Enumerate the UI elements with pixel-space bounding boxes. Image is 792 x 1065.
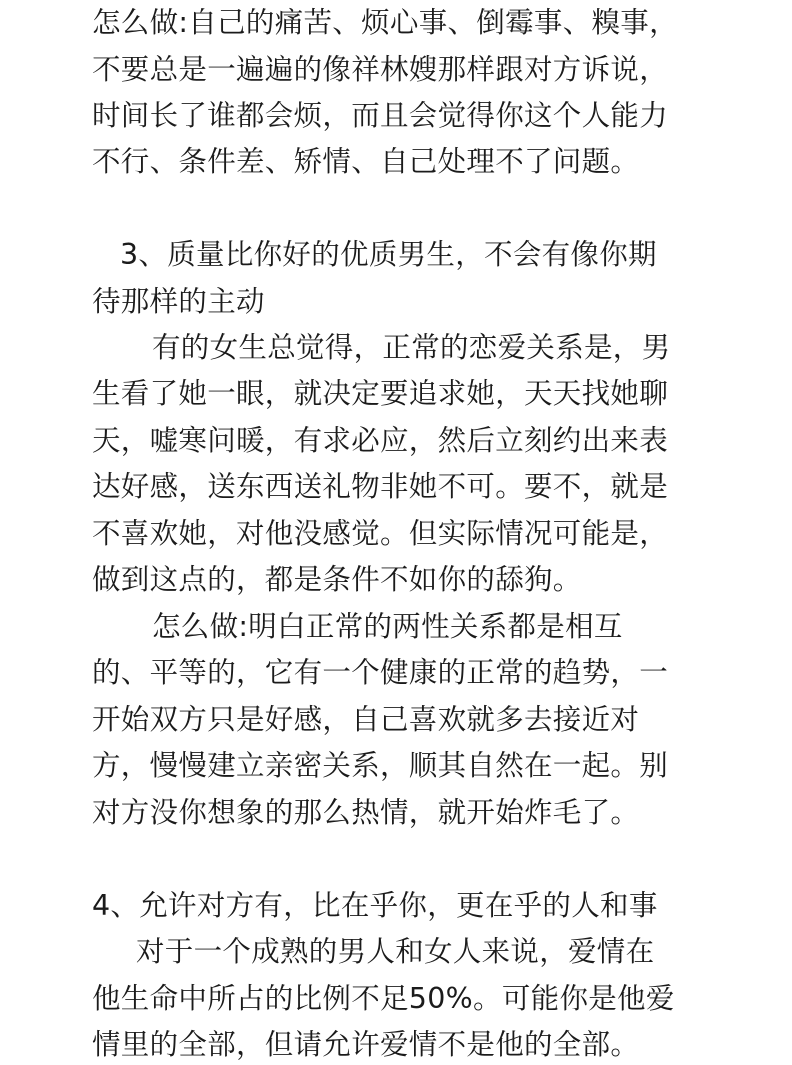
- text-line: 他生命中所占的比例不足50%。可能你是他爱: [92, 982, 675, 1015]
- text-line: 生看了她一眼，就决定要追求她，天天找她聊: [92, 377, 669, 410]
- section-heading-continued: 待那样的主动: [92, 285, 265, 318]
- text-line: 对于一个成熟的男人和女人来说，爱情在: [136, 935, 655, 968]
- text-line: 做到这点的，都是条件不如你的舔狗。: [92, 563, 582, 596]
- text-line: 有的女生总觉得，正常的恋爱关系是，男: [152, 331, 671, 364]
- text-line: 怎么做:自己的痛苦、烦心事、倒霉事、糗事，: [92, 6, 678, 39]
- text-line: 时间长了谁都会烦，而且会觉得你这个人能力: [92, 99, 669, 132]
- text-line: 开始双方只是好感，自己喜欢就多去接近对: [92, 703, 640, 736]
- text-line: 情里的全部，但请允许爱情不是他的全部。: [92, 1028, 640, 1061]
- text-line: 方，慢慢建立亲密关系，顺其自然在一起。别: [92, 749, 669, 782]
- text-line: 天，嘘寒问暖，有求必应，然后立刻约出来表: [92, 424, 669, 457]
- text-line: 不喜欢她，对他没感觉。但实际情况可能是，: [92, 517, 669, 550]
- text-line: 不要总是一遍遍的像祥林嫂那样跟对方诉说，: [92, 53, 669, 86]
- text-line: 怎么做:明白正常的两性关系都是相互: [152, 610, 623, 643]
- section-heading: 3、质量比你好的优质男生，不会有像你期: [120, 238, 657, 271]
- text-line: 达好感，送东西送礼物非她不可。要不，就是: [92, 470, 669, 503]
- section-heading: 4、允许对方有，比在乎你，更在乎的人和事: [92, 889, 658, 922]
- text-line: 的、平等的，它有一个健康的正常的趋势，一: [92, 656, 669, 689]
- text-line: 不行、条件差、矫情、自己处理不了问题。: [92, 145, 640, 178]
- text-line: 对方没你想象的那么热情，就开始炸毛了。: [92, 796, 640, 829]
